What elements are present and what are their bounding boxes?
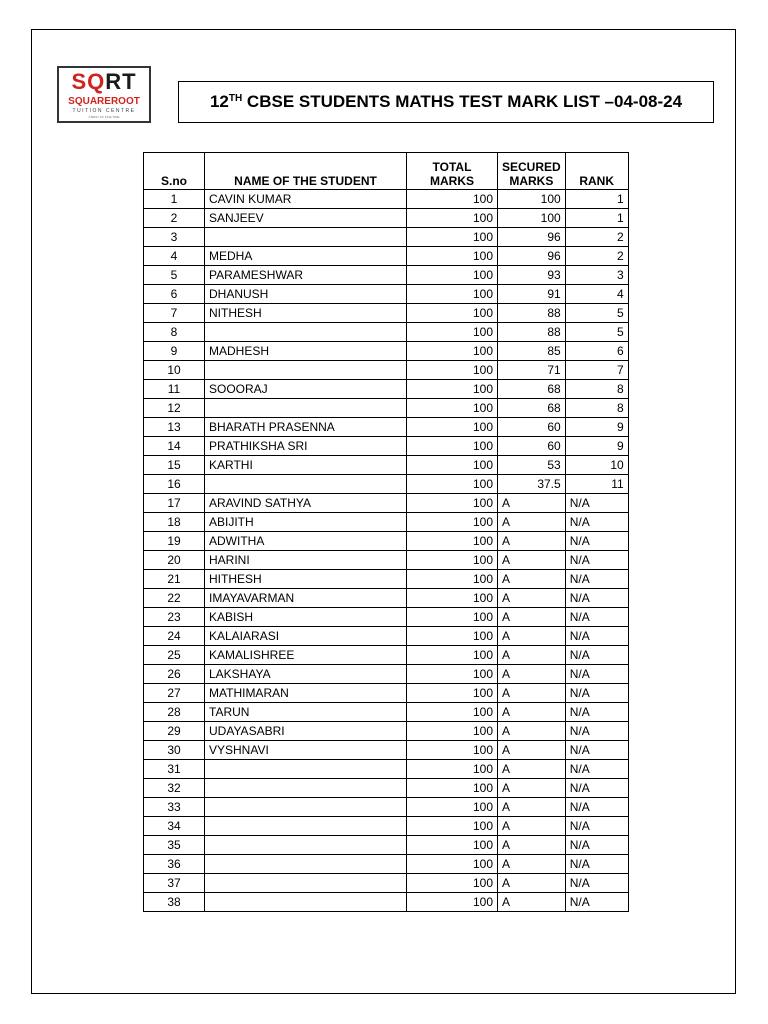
cell-sno: 20 xyxy=(144,551,205,570)
header-secured-marks: SECURED MARKS xyxy=(498,153,566,190)
cell-rank: 7 xyxy=(565,361,628,380)
cell-student-name xyxy=(205,874,407,893)
cell-secured-marks: A xyxy=(498,741,566,760)
cell-rank: 4 xyxy=(565,285,628,304)
cell-secured-marks: 60 xyxy=(498,437,566,456)
table-row xyxy=(144,228,629,247)
cell-total-marks: 100 xyxy=(407,285,498,304)
cell-student-name: DHANUSH xyxy=(205,285,407,304)
cell-sno: 13 xyxy=(144,418,205,437)
table-row xyxy=(144,817,629,836)
cell-secured-marks: A xyxy=(498,836,566,855)
cell-total-marks: 100 xyxy=(407,589,498,608)
cell-total-marks: 100 xyxy=(407,209,498,228)
table-row xyxy=(144,380,629,399)
cell-secured-marks: A xyxy=(498,646,566,665)
table-row xyxy=(144,190,629,209)
cell-sno: 18 xyxy=(144,513,205,532)
cell-rank: N/A xyxy=(565,855,628,874)
cell-rank: N/A xyxy=(565,513,628,532)
cell-student-name: NITHESH xyxy=(205,304,407,323)
cell-secured-marks: A xyxy=(498,722,566,741)
cell-rank: N/A xyxy=(565,836,628,855)
cell-secured-marks: 68 xyxy=(498,399,566,418)
cell-secured-marks: A xyxy=(498,779,566,798)
table-row xyxy=(144,532,629,551)
cell-student-name xyxy=(205,361,407,380)
cell-secured-marks: A xyxy=(498,703,566,722)
cell-secured-marks: A xyxy=(498,874,566,893)
cell-sno: 12 xyxy=(144,399,205,418)
cell-total-marks: 100 xyxy=(407,323,498,342)
cell-sno: 38 xyxy=(144,893,205,912)
cell-sno: 9 xyxy=(144,342,205,361)
cell-total-marks: 100 xyxy=(407,703,498,722)
cell-total-marks: 100 xyxy=(407,684,498,703)
cell-sno: 2 xyxy=(144,209,205,228)
cell-secured-marks: A xyxy=(498,665,566,684)
table-row xyxy=(144,342,629,361)
cell-total-marks: 100 xyxy=(407,361,498,380)
table-row xyxy=(144,608,629,627)
cell-rank: N/A xyxy=(565,874,628,893)
table-row xyxy=(144,418,629,437)
cell-total-marks: 100 xyxy=(407,190,498,209)
cell-total-marks: 100 xyxy=(407,532,498,551)
cell-sno: 29 xyxy=(144,722,205,741)
cell-sno: 26 xyxy=(144,665,205,684)
cell-rank: N/A xyxy=(565,570,628,589)
cell-total-marks: 100 xyxy=(407,779,498,798)
table-row xyxy=(144,665,629,684)
cell-secured-marks: A xyxy=(498,893,566,912)
cell-rank: N/A xyxy=(565,494,628,513)
cell-total-marks: 100 xyxy=(407,893,498,912)
header-rank: RANK xyxy=(565,153,628,190)
cell-rank: 2 xyxy=(565,247,628,266)
cell-rank: N/A xyxy=(565,703,628,722)
cell-sno: 7 xyxy=(144,304,205,323)
cell-student-name xyxy=(205,475,407,494)
cell-student-name: PRATHIKSHA SRI xyxy=(205,437,407,456)
page-title: 12TH CBSE STUDENTS MATHS TEST MARK LIST –04-08-24 xyxy=(209,92,683,111)
cell-rank: N/A xyxy=(565,817,628,836)
cell-secured-marks: A xyxy=(498,627,566,646)
cell-student-name: BHARATH PRASENNA xyxy=(205,418,407,437)
cell-rank: 10 xyxy=(565,456,628,475)
cell-secured-marks: A xyxy=(498,551,566,570)
table-body xyxy=(144,190,629,912)
cell-sno: 27 xyxy=(144,684,205,703)
logo-name: SQUAREROOT xyxy=(68,96,140,107)
cell-rank: N/A xyxy=(565,532,628,551)
table-row xyxy=(144,304,629,323)
cell-total-marks: 100 xyxy=(407,646,498,665)
cell-total-marks: 100 xyxy=(407,722,498,741)
table-row xyxy=(144,836,629,855)
table-row xyxy=(144,551,629,570)
cell-student-name xyxy=(205,798,407,817)
cell-student-name: UDAYASABRI xyxy=(205,722,407,741)
cell-total-marks: 100 xyxy=(407,456,498,475)
cell-student-name xyxy=(205,779,407,798)
mark-list-table xyxy=(143,152,629,912)
cell-sno: 3 xyxy=(144,228,205,247)
table-row xyxy=(144,456,629,475)
cell-student-name: KAMALISHREE xyxy=(205,646,407,665)
header-sno: S.no xyxy=(144,153,205,190)
cell-secured-marks: 88 xyxy=(498,323,566,342)
cell-sno: 23 xyxy=(144,608,205,627)
cell-student-name: KALAIARASI xyxy=(205,627,407,646)
cell-total-marks: 100 xyxy=(407,855,498,874)
cell-secured-marks: A xyxy=(498,570,566,589)
cell-total-marks: 100 xyxy=(407,798,498,817)
cell-total-marks: 100 xyxy=(407,475,498,494)
cell-total-marks: 100 xyxy=(407,627,498,646)
cell-student-name: ARAVIND SATHYA xyxy=(205,494,407,513)
cell-sno: 14 xyxy=(144,437,205,456)
cell-secured-marks: 91 xyxy=(498,285,566,304)
table-row xyxy=(144,209,629,228)
cell-sno: 6 xyxy=(144,285,205,304)
cell-secured-marks: 85 xyxy=(498,342,566,361)
cell-secured-marks: A xyxy=(498,589,566,608)
cell-sno: 36 xyxy=(144,855,205,874)
cell-total-marks: 100 xyxy=(407,760,498,779)
cell-sno: 33 xyxy=(144,798,205,817)
table-row xyxy=(144,760,629,779)
cell-total-marks: 100 xyxy=(407,399,498,418)
table-row xyxy=(144,247,629,266)
cell-student-name xyxy=(205,836,407,855)
cell-student-name: VYSHNAVI xyxy=(205,741,407,760)
cell-sno: 35 xyxy=(144,836,205,855)
cell-rank: 2 xyxy=(565,228,628,247)
table-row xyxy=(144,798,629,817)
cell-sno: 24 xyxy=(144,627,205,646)
table-row xyxy=(144,570,629,589)
cell-sno: 31 xyxy=(144,760,205,779)
table-header-row xyxy=(144,153,629,190)
cell-student-name: KARTHI xyxy=(205,456,407,475)
cell-student-name: HARINI xyxy=(205,551,407,570)
cell-secured-marks: A xyxy=(498,760,566,779)
cell-student-name: PARAMESHWAR xyxy=(205,266,407,285)
cell-rank: 1 xyxy=(565,209,628,228)
table-row xyxy=(144,437,629,456)
cell-rank: N/A xyxy=(565,646,628,665)
cell-student-name: TARUN xyxy=(205,703,407,722)
table-row xyxy=(144,399,629,418)
cell-sno: 21 xyxy=(144,570,205,589)
cell-secured-marks: A xyxy=(498,513,566,532)
cell-sno: 8 xyxy=(144,323,205,342)
cell-student-name: SOOORAJ xyxy=(205,380,407,399)
cell-sno: 19 xyxy=(144,532,205,551)
cell-secured-marks: A xyxy=(498,532,566,551)
cell-student-name: IMAYAVARMAN xyxy=(205,589,407,608)
cell-rank: 9 xyxy=(565,437,628,456)
cell-rank: 5 xyxy=(565,304,628,323)
cell-sno: 22 xyxy=(144,589,205,608)
cell-student-name: SANJEEV xyxy=(205,209,407,228)
table-row xyxy=(144,684,629,703)
table-row xyxy=(144,589,629,608)
cell-total-marks: 100 xyxy=(407,836,498,855)
cell-secured-marks: 71 xyxy=(498,361,566,380)
cell-sno: 17 xyxy=(144,494,205,513)
cell-rank: 1 xyxy=(565,190,628,209)
cell-rank: N/A xyxy=(565,627,628,646)
cell-total-marks: 100 xyxy=(407,741,498,760)
cell-rank: 11 xyxy=(565,475,628,494)
cell-total-marks: 100 xyxy=(407,513,498,532)
cell-rank: N/A xyxy=(565,684,628,703)
table-row xyxy=(144,855,629,874)
cell-secured-marks: 100 xyxy=(498,190,566,209)
table-row xyxy=(144,893,629,912)
cell-total-marks: 100 xyxy=(407,608,498,627)
cell-secured-marks: A xyxy=(498,855,566,874)
cell-student-name xyxy=(205,855,407,874)
cell-secured-marks: 96 xyxy=(498,247,566,266)
cell-rank: N/A xyxy=(565,551,628,570)
table-row xyxy=(144,722,629,741)
table-row xyxy=(144,874,629,893)
cell-secured-marks: A xyxy=(498,608,566,627)
table-row xyxy=(144,361,629,380)
cell-secured-marks: 60 xyxy=(498,418,566,437)
cell-secured-marks: 88 xyxy=(498,304,566,323)
logo-subtitle: TUITION CENTRE xyxy=(72,108,136,114)
cell-rank: N/A xyxy=(565,779,628,798)
table-row xyxy=(144,323,629,342)
cell-sno: 30 xyxy=(144,741,205,760)
cell-student-name xyxy=(205,323,407,342)
cell-student-name: LAKSHAYA xyxy=(205,665,407,684)
cell-secured-marks: A xyxy=(498,798,566,817)
cell-student-name: KABISH xyxy=(205,608,407,627)
table-row xyxy=(144,779,629,798)
table-row xyxy=(144,494,629,513)
header-total-marks: TOTAL MARKS xyxy=(407,153,498,190)
cell-secured-marks: 96 xyxy=(498,228,566,247)
cell-secured-marks: A xyxy=(498,817,566,836)
cell-total-marks: 100 xyxy=(407,665,498,684)
cell-student-name xyxy=(205,817,407,836)
cell-sno: 1 xyxy=(144,190,205,209)
cell-student-name: MEDHA xyxy=(205,247,407,266)
cell-sno: 16 xyxy=(144,475,205,494)
cell-sno: 11 xyxy=(144,380,205,399)
cell-sno: 15 xyxy=(144,456,205,475)
cell-total-marks: 100 xyxy=(407,437,498,456)
cell-total-marks: 100 xyxy=(407,551,498,570)
cell-student-name xyxy=(205,760,407,779)
cell-student-name xyxy=(205,399,407,418)
logo-mark: SQRT xyxy=(71,69,137,94)
cell-rank: 6 xyxy=(565,342,628,361)
cell-rank: N/A xyxy=(565,608,628,627)
table-row xyxy=(144,703,629,722)
cell-rank: N/A xyxy=(565,741,628,760)
title-box xyxy=(178,81,714,123)
cell-secured-marks: 100 xyxy=(498,209,566,228)
cell-total-marks: 100 xyxy=(407,304,498,323)
cell-student-name: MATHIMARAN xyxy=(205,684,407,703)
cell-secured-marks: 68 xyxy=(498,380,566,399)
cell-secured-marks: 93 xyxy=(498,266,566,285)
cell-student-name xyxy=(205,893,407,912)
cell-total-marks: 100 xyxy=(407,418,498,437)
cell-sno: 25 xyxy=(144,646,205,665)
cell-student-name: ADWITHA xyxy=(205,532,407,551)
table-row xyxy=(144,285,629,304)
cell-rank: N/A xyxy=(565,722,628,741)
cell-total-marks: 100 xyxy=(407,570,498,589)
cell-secured-marks: 37.5 xyxy=(498,475,566,494)
cell-total-marks: 100 xyxy=(407,494,498,513)
cell-total-marks: 100 xyxy=(407,342,498,361)
cell-student-name: MADHESH xyxy=(205,342,407,361)
cell-sno: 10 xyxy=(144,361,205,380)
cell-rank: 9 xyxy=(565,418,628,437)
cell-rank: N/A xyxy=(565,760,628,779)
cell-sno: 5 xyxy=(144,266,205,285)
table-row xyxy=(144,513,629,532)
cell-total-marks: 100 xyxy=(407,874,498,893)
cell-secured-marks: A xyxy=(498,494,566,513)
cell-secured-marks: A xyxy=(498,684,566,703)
cell-student-name xyxy=(205,228,407,247)
table-row xyxy=(144,266,629,285)
cell-secured-marks: 53 xyxy=(498,456,566,475)
cell-total-marks: 100 xyxy=(407,228,498,247)
cell-rank: 8 xyxy=(565,380,628,399)
cell-rank: N/A xyxy=(565,798,628,817)
header-name: NAME OF THE STUDENT xyxy=(205,153,407,190)
cell-sno: 32 xyxy=(144,779,205,798)
cell-sno: 28 xyxy=(144,703,205,722)
cell-student-name: ABIJITH xyxy=(205,513,407,532)
table-row xyxy=(144,475,629,494)
table-row xyxy=(144,627,629,646)
cell-rank: 3 xyxy=(565,266,628,285)
cell-total-marks: 100 xyxy=(407,817,498,836)
cell-rank: 8 xyxy=(565,399,628,418)
table-row xyxy=(144,646,629,665)
cell-student-name: CAVIN KUMAR xyxy=(205,190,407,209)
logo-tagline: A BEST OF FINE TIME xyxy=(88,115,120,119)
cell-rank: N/A xyxy=(565,589,628,608)
cell-sno: 34 xyxy=(144,817,205,836)
cell-total-marks: 100 xyxy=(407,380,498,399)
cell-sno: 37 xyxy=(144,874,205,893)
squareroot-logo xyxy=(57,66,151,123)
cell-rank: 5 xyxy=(565,323,628,342)
table-row xyxy=(144,741,629,760)
cell-total-marks: 100 xyxy=(407,266,498,285)
cell-sno: 4 xyxy=(144,247,205,266)
cell-student-name: HITHESH xyxy=(205,570,407,589)
cell-total-marks: 100 xyxy=(407,247,498,266)
cell-rank: N/A xyxy=(565,893,628,912)
cell-rank: N/A xyxy=(565,665,628,684)
